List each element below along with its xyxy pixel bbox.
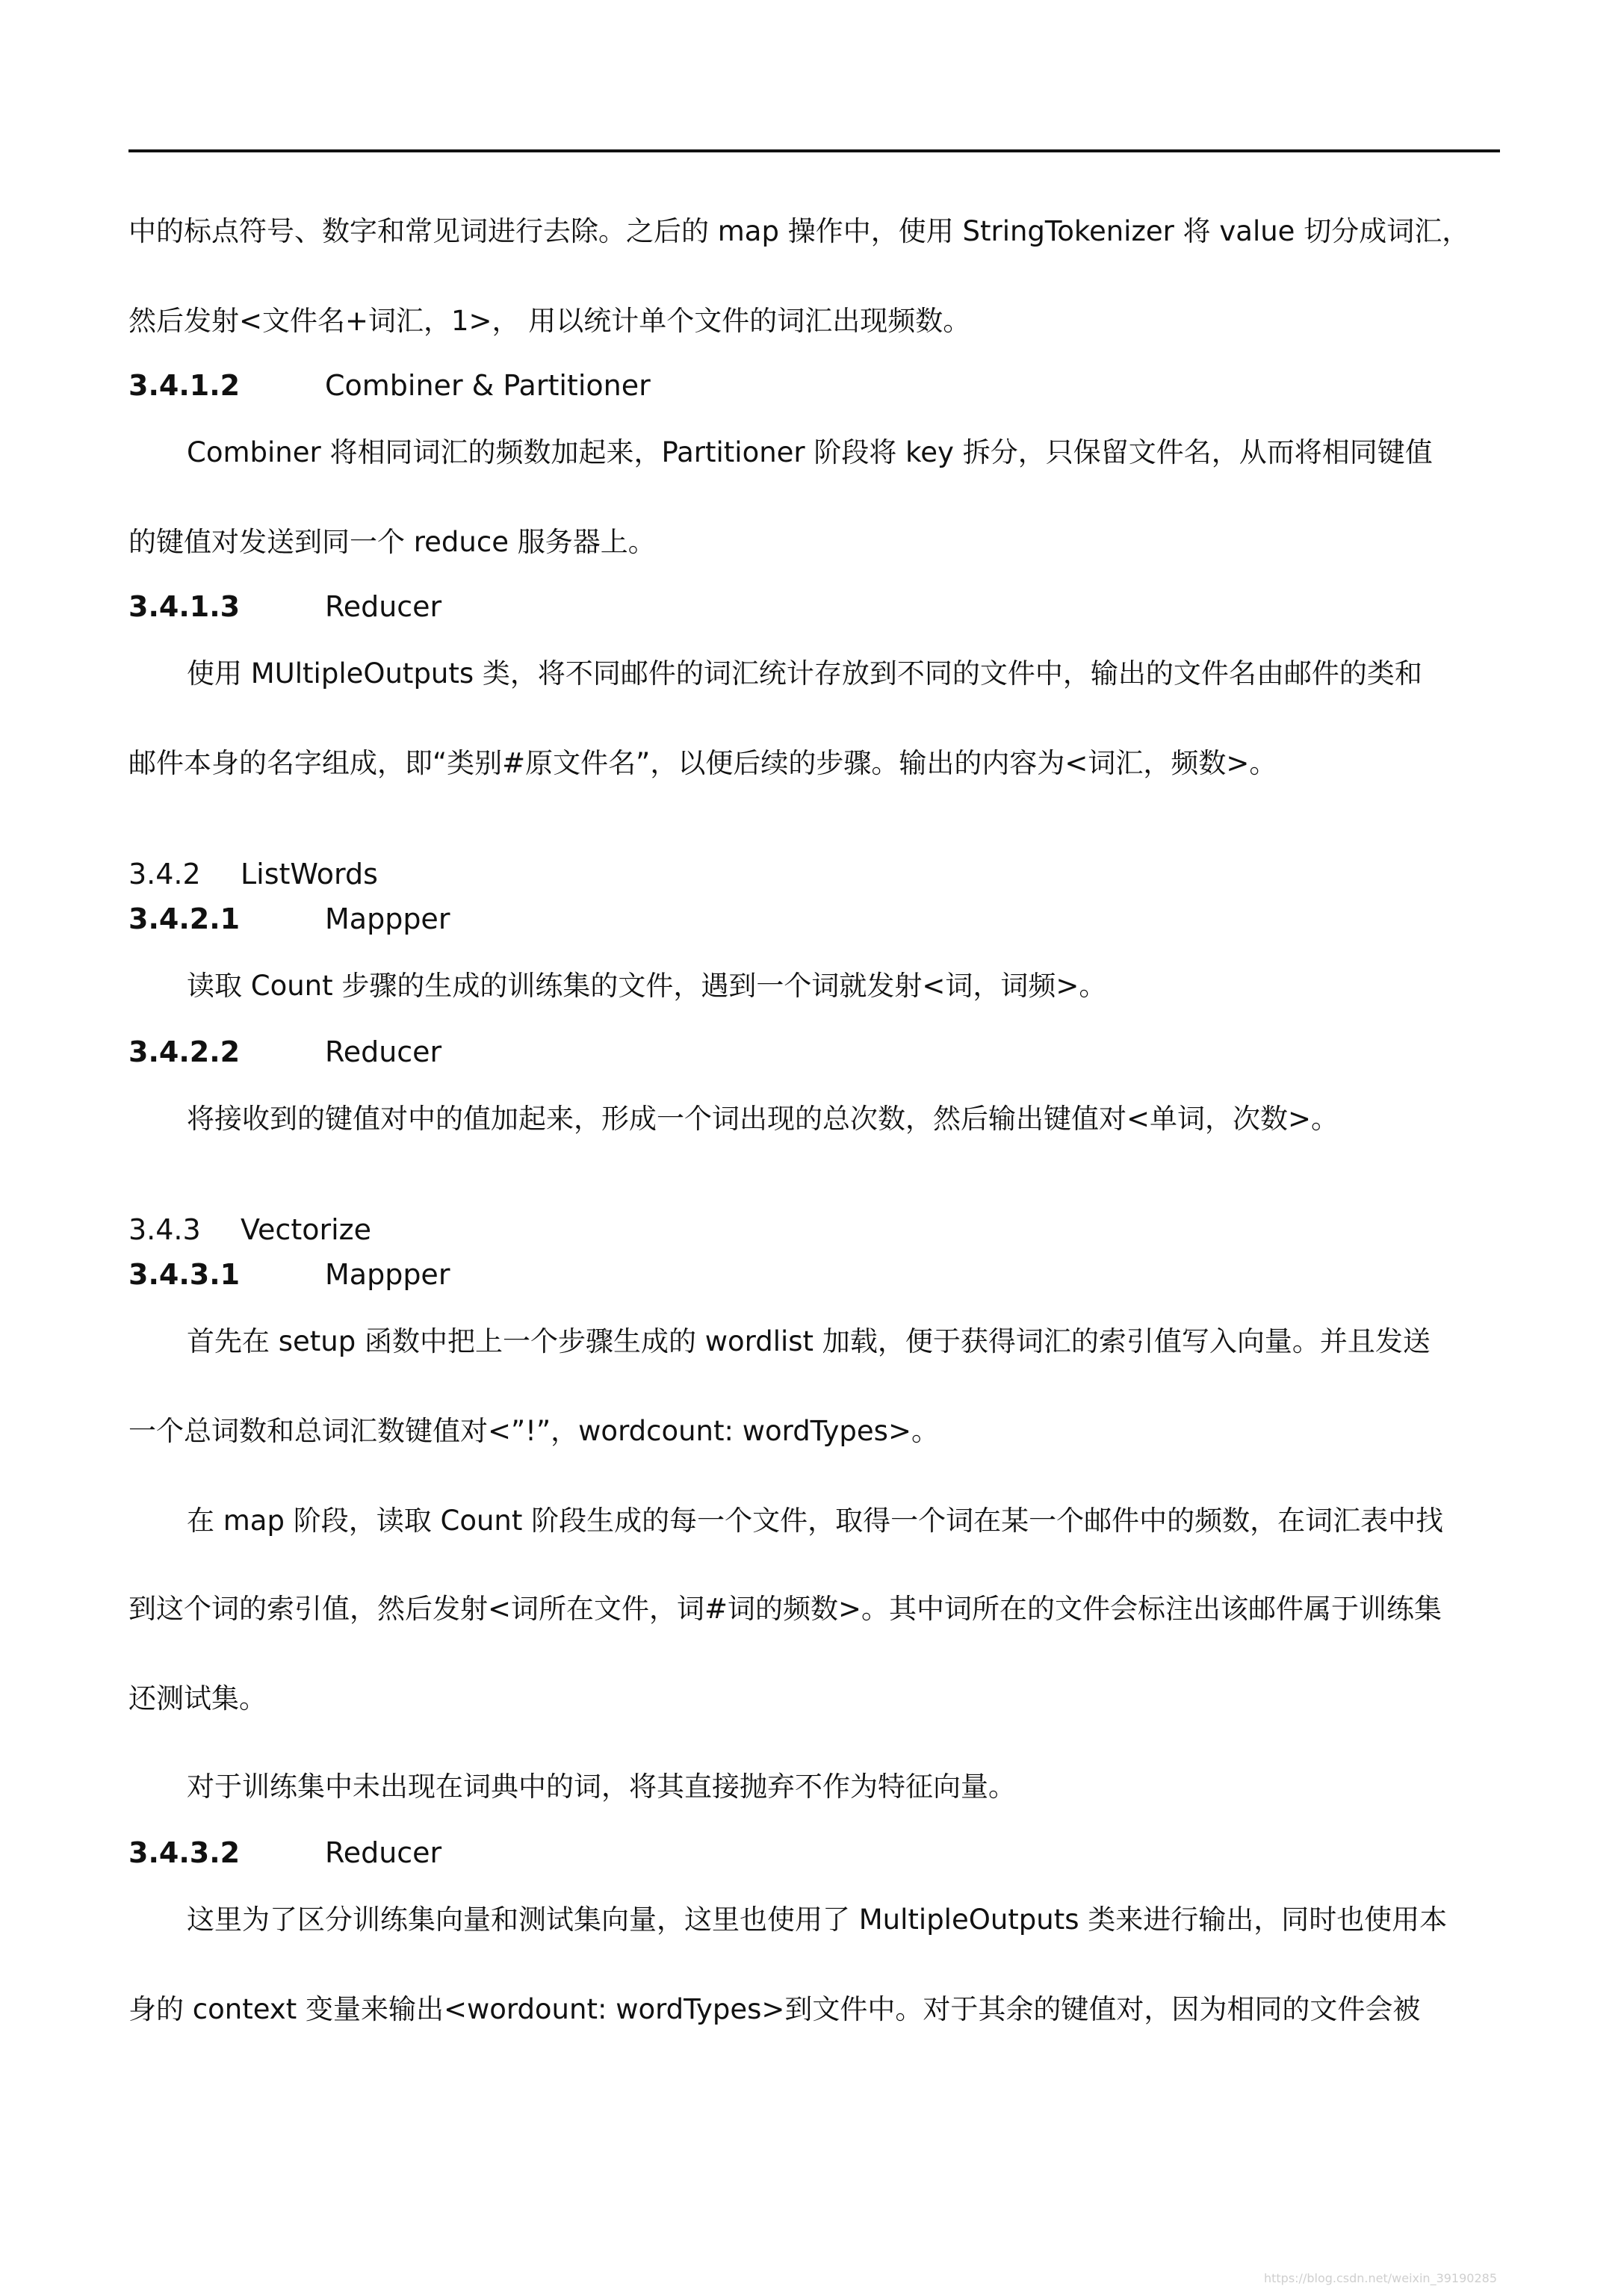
heading-number: 3.4.3.1 (128, 1258, 241, 1291)
body-line-3: Combiner 将相同词汇的频数加起来，Partitioner 阶段将 key 拆分，只保留文件名，从而将相同键值 (187, 436, 1433, 468)
heading-number: 3.4.1.3 (128, 590, 241, 623)
heading-number: 3.4.3 (128, 1213, 201, 1246)
heading-title: Combiner & Partitioner (325, 369, 651, 402)
body-line-9: 首先在 setup 函数中把上一个步骤生成的 wordlist 加载，便于获得词汇的索引值写入向量。并且发送 (187, 1325, 1431, 1357)
body-line-16: 身的 context 变量来输出<wordount: wordTypes>到文件中。对于其余的键值对，因为相同的文件会被 (128, 1993, 1421, 2025)
body-line-13: 还测试集。 (128, 1682, 267, 1715)
heading-number: 3.4.3.2 (128, 1836, 241, 1869)
heading-3-4-3-1 (128, 1258, 450, 1291)
heading-3-4-3-2 (128, 1836, 441, 1869)
heading-number: 3.4.2 (128, 858, 201, 891)
header-rule (128, 149, 1500, 152)
heading-number: 3.4.2.1 (128, 902, 241, 935)
heading-number: 3.4.1.2 (128, 369, 241, 402)
heading-3-4-2-2 (128, 1035, 441, 1068)
body-line-7: 读取 Count 步骤的生成的训练集的文件，遇到一个词就发射<词，词频>。 (187, 970, 1107, 1002)
heading-title: Mappper (325, 902, 450, 935)
heading-3-4-1-3 (128, 590, 441, 623)
body-line-5: 使用 MUltipleOutputs 类，将不同邮件的词汇统计存放到不同的文件中，输出的文件名由邮件的类和 (187, 657, 1422, 690)
body-line-4: 的键值对发送到同一个 reduce 服务器上。 (128, 526, 656, 558)
heading-3-4-2 (128, 858, 378, 891)
body-line-12: 到这个词的索引值，然后发射<词所在文件，词#词的频数>。其中词所在的文件会标注出该邮件属于训练集 (128, 1593, 1442, 1625)
body-line-14: 对于训练集中未出现在词典中的词，将其直接抛弃不作为特征向量。 (187, 1771, 1016, 1803)
heading-title: ListWords (241, 858, 378, 891)
heading-title: Reducer (325, 1035, 442, 1068)
heading-3-4-3 (128, 1213, 371, 1246)
body-line-8: 将接收到的键值对中的值加起来，形成一个词出现的总次数，然后输出键值对<单词，次数>。 (187, 1103, 1339, 1135)
body-line-10: 一个总词数和总词汇数键值对<”!”，wordcount: wordTypes>。 (128, 1415, 939, 1447)
heading-title: Vectorize (241, 1213, 371, 1246)
heading-3-4-2-1 (128, 902, 450, 935)
body-line-2: 然后发射<文件名+词汇，1>， 用以统计单个文件的词汇出现频数。 (128, 305, 971, 337)
body-line-11: 在 map 阶段，读取 Count 阶段生成的每一个文件，取得一个词在某一个邮件中的频数，在词汇表中找 (187, 1505, 1444, 1537)
heading-title: Mappper (325, 1258, 450, 1291)
body-line-15: 这里为了区分训练集向量和测试集向量，这里也使用了 MultipleOutputs 类来进行输出，同时也使用本 (187, 1904, 1448, 1936)
body-line-1: 中的标点符号、数字和常见词进行去除。之后的 map 操作中，使用 StringTokenizer 将 value 切分成词汇， (128, 215, 1470, 247)
body-line-6: 邮件本身的名字组成，即“类别#原文件名”，以便后续的步骤。输出的内容为<词汇，频数>。 (128, 747, 1277, 779)
heading-3-4-1-2 (128, 369, 651, 402)
heading-number: 3.4.2.2 (128, 1035, 241, 1068)
watermark: https://blog.csdn.net/weixin_39190285 (1263, 2271, 1497, 2285)
heading-title: Reducer (325, 1836, 442, 1869)
heading-title: Reducer (325, 590, 442, 623)
